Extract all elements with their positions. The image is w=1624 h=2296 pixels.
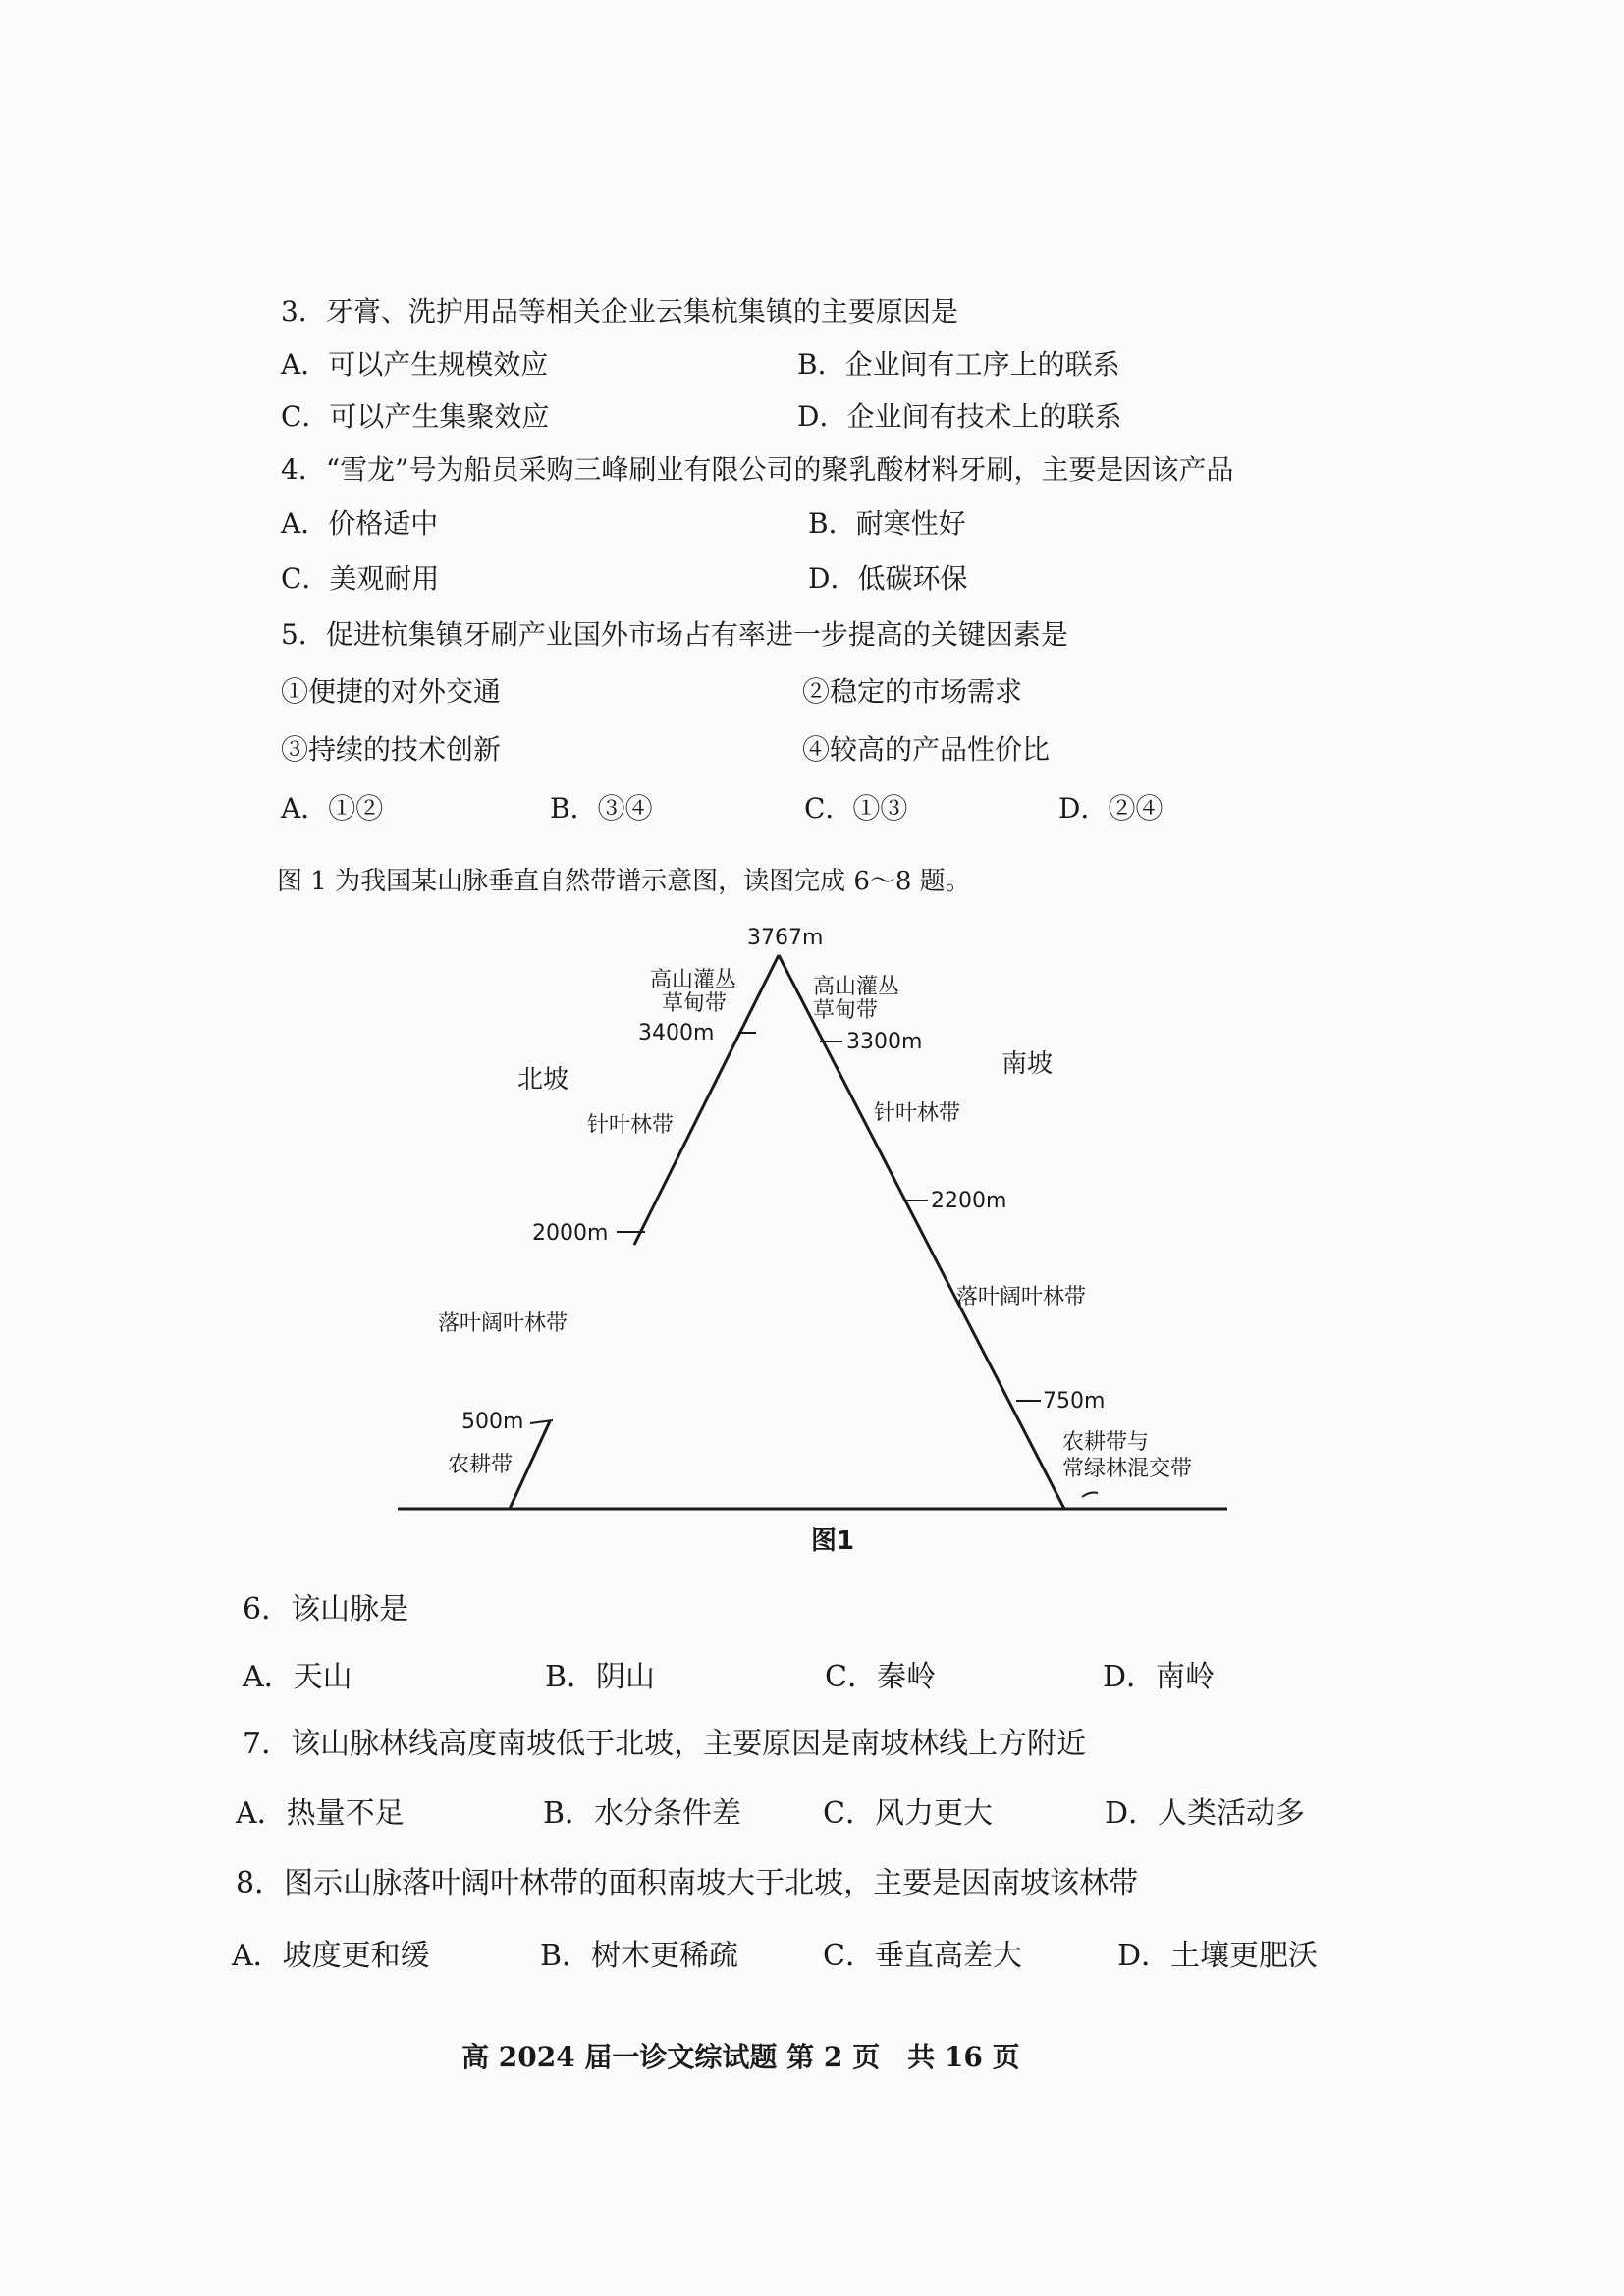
south-deciduous-label: 落叶阔叶林带 (956, 1285, 1087, 1309)
q8-option-d: D．土壤更肥沃 (1117, 1939, 1319, 1973)
south-750-label: 750m (1043, 1389, 1106, 1414)
q4-option-b: B．耐寒性好 (808, 507, 966, 540)
north-conifer-label: 针叶林带 (587, 1113, 675, 1138)
south-farm-label-2: 常绿林混交带 (1062, 1457, 1193, 1481)
q8-option-a: A．坡度更和缓 (232, 1939, 430, 1973)
north-3400-label: 3400m (638, 1021, 715, 1045)
south-3300-label: 3300m (846, 1030, 923, 1054)
q5-option-b: B．③④ (550, 792, 653, 825)
q5-option-a: A．①② (281, 792, 384, 825)
north-alpine-label-2: 草甸带 (662, 991, 728, 1016)
q4-option-a: A．价格适中 (281, 507, 439, 540)
north-slope-line (510, 1421, 550, 1509)
q3-option-d: D．企业间有技术上的联系 (797, 400, 1122, 433)
q5-item-2: ②稳定的市场需求 (802, 675, 1023, 708)
north-alpine-label-1: 高山灌丛 (650, 968, 737, 992)
south-slope-label: 南坡 (1001, 1049, 1054, 1079)
page-footer: 高 2024 届一诊文综试题 第 2 页 共 16 页 (461, 2041, 1020, 2073)
figure-intro: 图 1 为我国某山脉垂直自然带谱示意图，读图完成 6～8 题。 (277, 867, 971, 896)
q5-item-4: ④较高的产品性价比 (802, 733, 1051, 766)
q3-stem: 3．牙膏、洗护用品等相关企业云集杭集镇的主要原因是 (281, 295, 958, 328)
q7-option-b: B．水分条件差 (543, 1796, 742, 1831)
q4-stem: 4．“雪龙”号为船员采购三峰刷业有限公司的聚乳酸材料牙刷，主要是因该产品 (281, 454, 1234, 486)
q6-option-b: B．阴山 (545, 1660, 656, 1694)
q6-option-c: C．秦岭 (825, 1660, 936, 1694)
north-500-label: 500m (461, 1410, 524, 1434)
q5-item-1: ①便捷的对外交通 (281, 675, 502, 708)
q8-stem: 8．图示山脉落叶阔叶林带的面积南坡大于北坡，主要是因南坡该林带 (236, 1866, 1139, 1900)
q6-stem: 6．该山脉是 (243, 1592, 409, 1627)
q7-option-a: A．热量不足 (236, 1796, 405, 1831)
q3-option-c: C．可以产生集聚效应 (281, 400, 550, 433)
south-alpine-label-2: 草甸带 (813, 998, 879, 1023)
q7-stem: 7．该山脉林线高度南坡低于北坡，主要原因是南坡林线上方附近 (243, 1727, 1087, 1761)
q7-option-d: D．人类活动多 (1105, 1796, 1306, 1831)
south-conifer-label: 针叶林带 (874, 1101, 961, 1126)
q3-option-b: B．企业间有工序上的联系 (797, 348, 1120, 381)
q6-option-a: A．天山 (243, 1660, 352, 1694)
ground-mark (1082, 1493, 1098, 1498)
q7-option-c: C．风力更大 (823, 1796, 993, 1831)
q5-option-d: D．②④ (1058, 792, 1164, 825)
q8-option-b: B．树木更稀疏 (540, 1939, 739, 1973)
q8-option-c: C．垂直高差大 (823, 1939, 1022, 1973)
north-2000-label: 2000m (532, 1221, 609, 1246)
south-2200-label: 2200m (931, 1189, 1007, 1213)
south-farm-label-1: 农耕带与 (1062, 1430, 1150, 1455)
north-slope-label: 北坡 (517, 1065, 569, 1095)
north-farm-label: 农耕带 (448, 1453, 514, 1477)
q6-option-d: D．南岭 (1103, 1660, 1216, 1694)
figure-caption: 图1 (811, 1526, 855, 1556)
q5-option-c: C．①③ (804, 792, 908, 825)
q4-option-c: C．美观耐用 (281, 562, 440, 595)
q5-item-3: ③持续的技术创新 (281, 733, 502, 766)
peak-elevation: 3767m (747, 926, 824, 950)
south-alpine-label-1: 高山灌丛 (813, 975, 900, 999)
north-deciduous-label: 落叶阔叶林带 (438, 1311, 568, 1336)
q5-stem: 5．促进杭集镇牙刷产业国外市场占有率进一步提高的关键因素是 (281, 618, 1068, 651)
q4-option-d: D．低碳环保 (808, 562, 968, 595)
q3-option-a: A．可以产生规模效应 (281, 348, 549, 381)
